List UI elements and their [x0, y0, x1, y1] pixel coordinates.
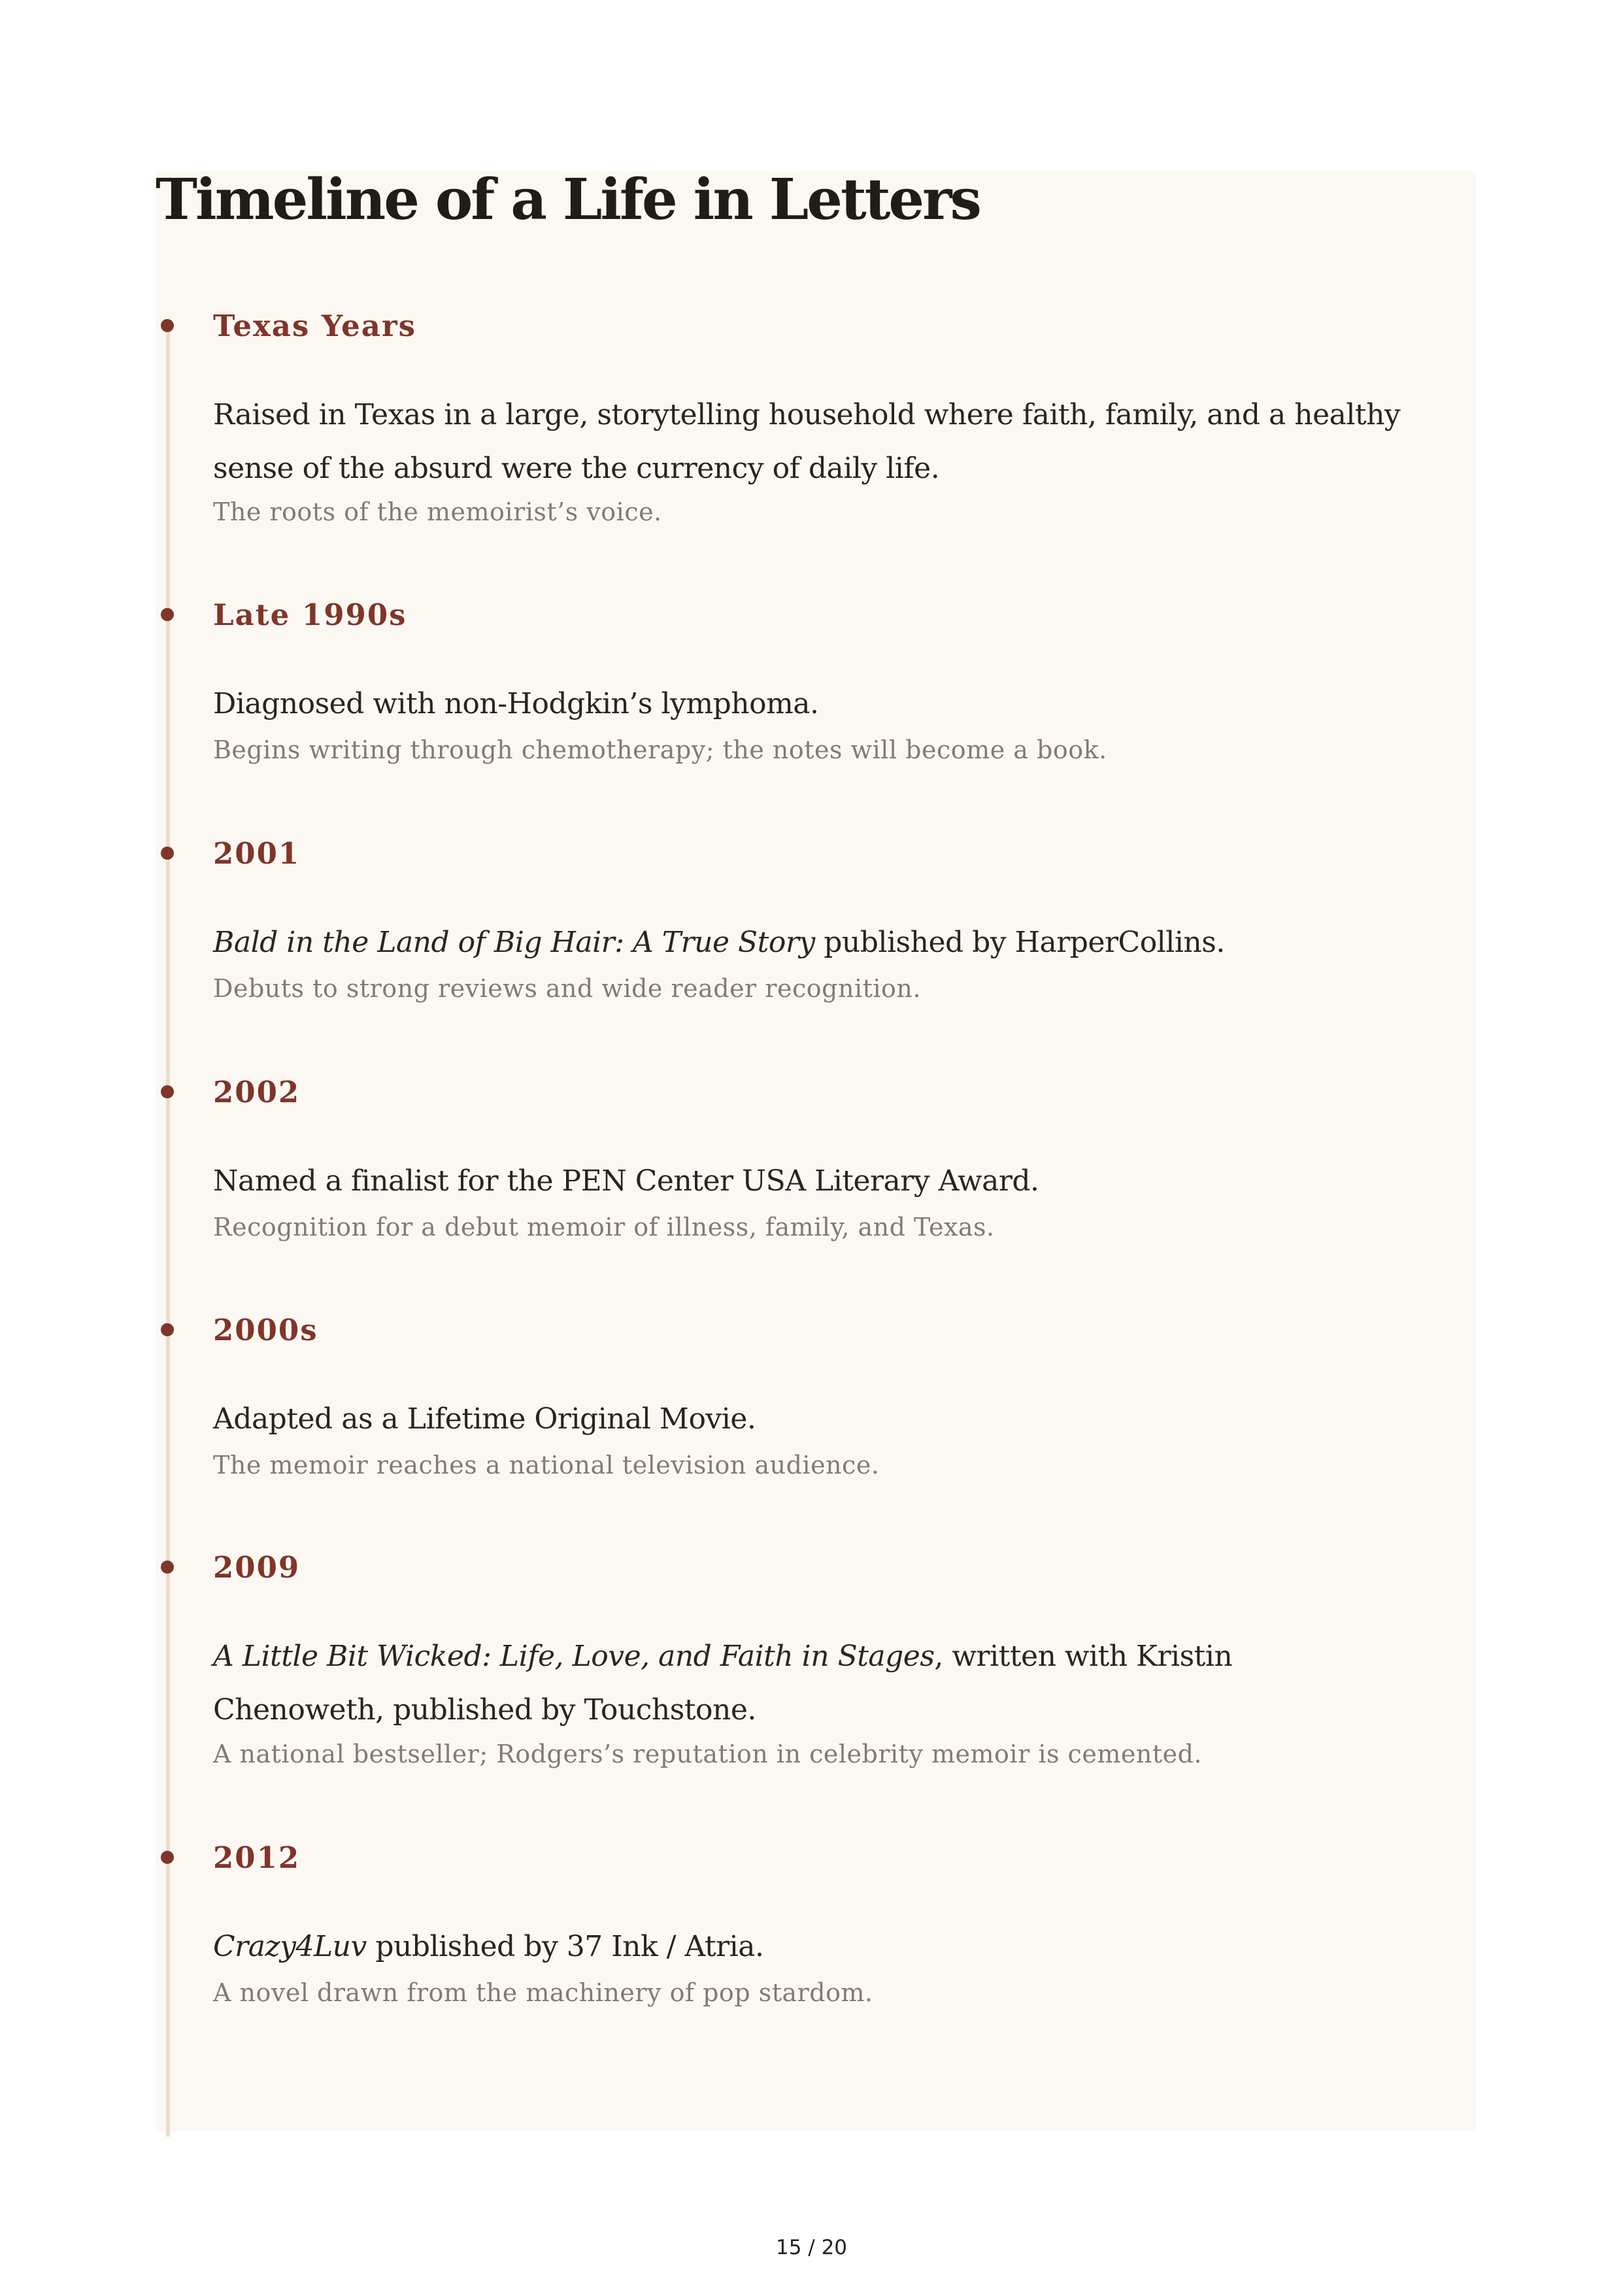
entry-note: A novel drawn from the machinery of pop stardom. [213, 1978, 873, 2007]
page-number: 15 / 20 [775, 2236, 848, 2259]
entry-date: 2012 [213, 1840, 301, 1875]
entry-note: The memoir reaches a national television audience. [213, 1451, 880, 1479]
timeline-dot-icon [161, 1851, 174, 1864]
timeline-rail [166, 327, 170, 2136]
entry-description [213, 677, 1488, 731]
entry-note: Recognition for a debut memoir of illness, family, and Texas. [213, 1213, 995, 1241]
timeline-dot-icon [161, 608, 174, 621]
book-title: Crazy4Luv [213, 1930, 367, 1963]
book-title: A Little Bit Wicked: Life, Love, and Faith in Stages [213, 1640, 935, 1673]
entry-date: 2009 [213, 1550, 301, 1585]
entry-description-text: Diagnosed with non-Hodgkin’s lymphoma. [213, 687, 819, 720]
entry-description-text: published by HarperCollins. [814, 926, 1225, 959]
timeline-dot-icon [161, 847, 174, 860]
timeline-dot-icon [161, 1085, 174, 1098]
entry-date: 2002 [213, 1075, 301, 1109]
timeline-dot-icon [161, 1561, 174, 1574]
entry-description [213, 1920, 1488, 1974]
entry-description [213, 388, 1488, 496]
entry-description-text: , written with Kristin Chenoweth, published by Touchstone. [213, 1640, 1233, 1727]
entry-date: Late 1990s [213, 598, 407, 632]
entry-description [213, 1630, 1357, 1737]
timeline-dot-icon [161, 319, 174, 332]
entry-note: The roots of the memoirist’s voice. [213, 498, 662, 526]
entry-description [213, 916, 1488, 970]
entry-description-text: published by 37 Ink / Atria. [366, 1930, 764, 1963]
entry-date: 2000s [213, 1313, 318, 1347]
entry-note: Begins writing through chemotherapy; the notes will become a book. [213, 735, 1107, 764]
page-title: Timeline of a Life in Letters [156, 167, 980, 233]
entry-date: Texas Years [213, 309, 416, 343]
timeline-dot-icon [161, 1323, 174, 1336]
entry-description-text: Named a finalist for the PEN Center USA Literary Award. [213, 1164, 1039, 1198]
entry-description-text: Raised in Texas in a large, storytelling household where faith, family, and a healthy sense of the absurd were the currency of daily life. [213, 398, 1401, 485]
book-title: Bald in the Land of Big Hair: A True Story [213, 926, 815, 959]
entry-description [213, 1155, 1488, 1208]
entry-date: 2001 [213, 836, 301, 871]
entry-note: A national bestseller; Rodgers’s reputation in celebrity memoir is cemented. [213, 1740, 1202, 1768]
entry-description-text: Adapted as a Lifetime Original Movie. [213, 1402, 756, 1436]
entry-note: Debuts to strong reviews and wide reader recognition. [213, 974, 921, 1003]
entry-description [213, 1393, 1488, 1446]
